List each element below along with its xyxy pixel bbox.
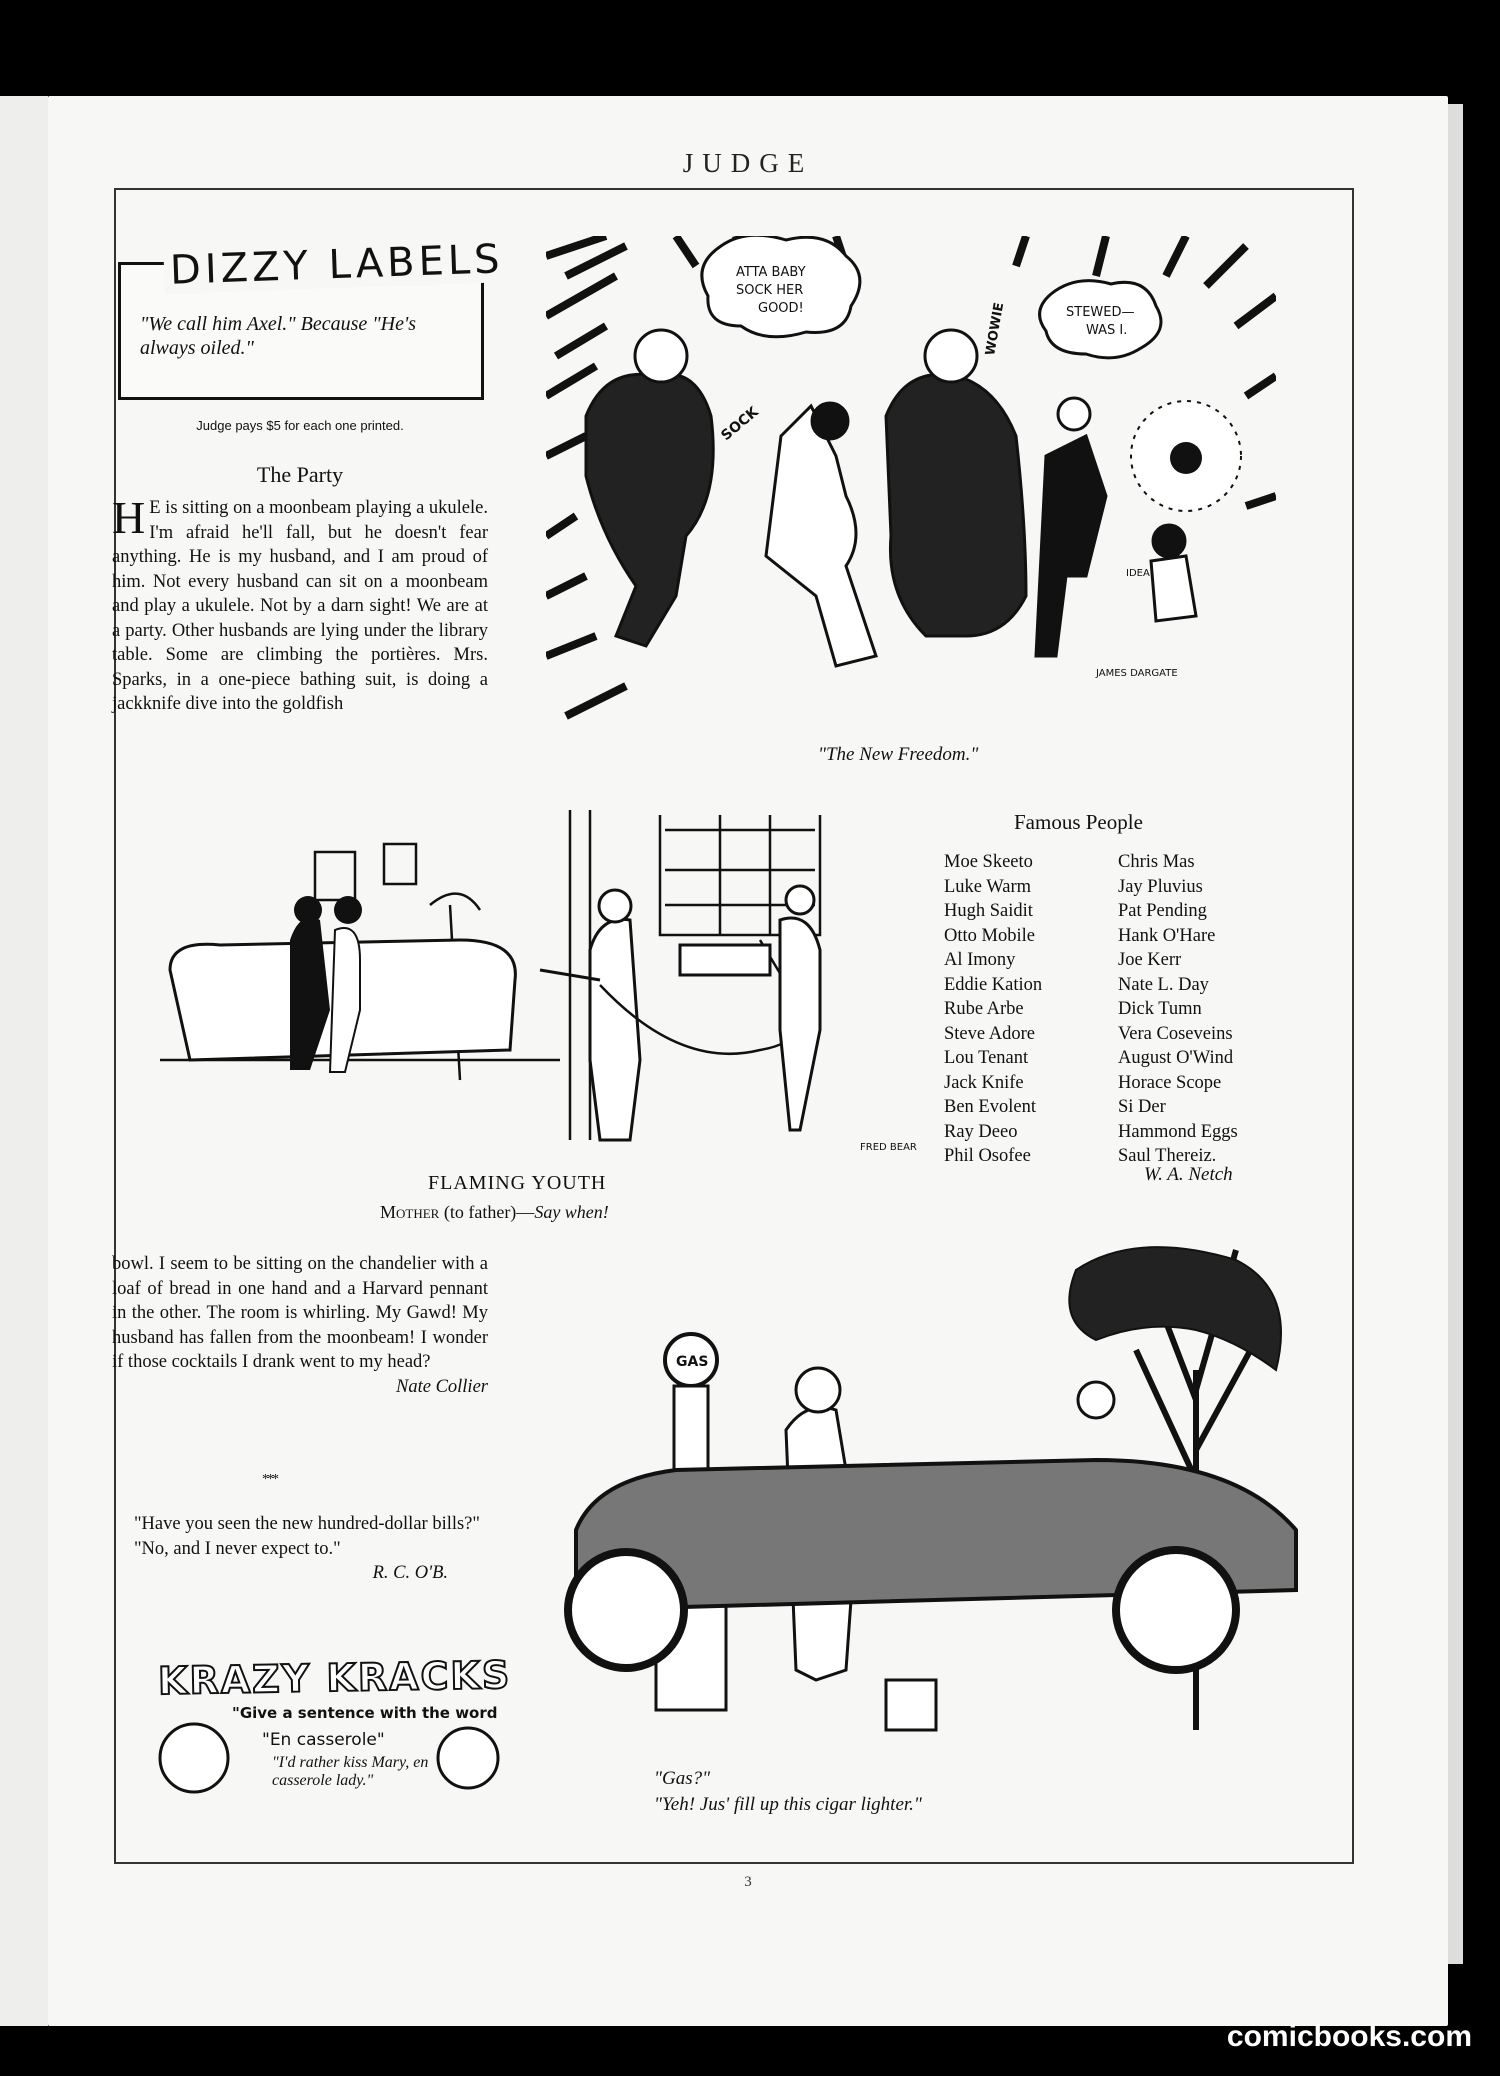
judge-pays-note: Judge pays $5 for each one printed. xyxy=(196,418,404,433)
famous-person-name: Dick Tumn xyxy=(1118,999,1202,1019)
party-title: The Party xyxy=(256,462,344,487)
party-author: Nate Collier xyxy=(396,1376,488,1397)
famous-person-name: Otto Mobile xyxy=(944,925,1035,946)
famous-person-name: Hammond Eggs xyxy=(1118,1121,1238,1142)
gas-caption-line-1: "Gas?" xyxy=(654,1768,711,1789)
previous-page-edge xyxy=(0,96,54,2026)
new-freedom-caption: "The New Freedom." xyxy=(818,744,979,765)
site-watermark: comicbooks.com xyxy=(1226,2020,1472,2053)
cartoon-figures xyxy=(586,330,1196,666)
idea-label: IDEA xyxy=(1126,568,1150,579)
famous-person-name: Joe Kerr xyxy=(1118,950,1182,970)
flaming-youth-caption xyxy=(380,1202,609,1223)
famous-person-name: Phil Osofee xyxy=(944,1146,1031,1166)
balloon-text-was-i: WAS I. xyxy=(1086,323,1128,338)
party-paragraph-2: bowl. I seem to be sitting on the chandelier with a loaf of bread in one hand and a Harvard pennant in the other. The room is whirling. My Gawd! My husband has fallen from the moonbeam! I wonder if those cocktails I drank went to my head? xyxy=(112,1254,488,1372)
famous-person-name: Chris Mas xyxy=(1118,852,1195,872)
joke-author: R. C. O'B. xyxy=(372,1563,448,1583)
new-freedom-cartoon xyxy=(546,236,1276,736)
famous-person-name: Jay Pluvius xyxy=(1118,876,1203,897)
balloon-text-sock-her: ATTA BABY xyxy=(736,265,806,280)
paint-bucket xyxy=(886,1680,936,1730)
krazy-kracks-title: KRAZY KRACKS xyxy=(157,1652,512,1704)
joke-line-1: "Have you seen the new hundred-dollar bills?" xyxy=(134,1514,480,1534)
gas-cartoon xyxy=(536,1230,1326,1760)
famous-people-title: Famous People xyxy=(1014,810,1143,834)
famous-person-name: Hank O'Hare xyxy=(1118,925,1216,946)
famous-person-name: Si Der xyxy=(1118,1097,1166,1117)
famous-person-name: Rube Arbe xyxy=(944,999,1024,1019)
page-number: 3 xyxy=(744,1874,752,1890)
sfx-wowie: WOWIE xyxy=(983,301,1008,357)
artist-signature: JAMES DARGATE xyxy=(1096,668,1178,679)
krazy-kracks-prompt: "Give a sentence with the word xyxy=(232,1704,498,1722)
krazy-kracks-word: "En casserole" xyxy=(262,1730,385,1750)
famous-person-name: Moe Skeeto xyxy=(944,852,1033,872)
sink-and-mother xyxy=(680,886,820,1130)
drop-cap: H xyxy=(112,492,146,543)
famous-person-name: Ben Evolent xyxy=(944,1097,1036,1117)
famous-person-name: Pat Pending xyxy=(1118,901,1207,921)
flaming-youth-speaker-note: (to father)— xyxy=(439,1202,535,1222)
joke-line-2: "No, and I never expect to." xyxy=(134,1538,341,1559)
dizzy-labels-title: DIZZY LABELS xyxy=(163,236,510,294)
famous-person-name: Lou Tenant xyxy=(944,1048,1029,1068)
dizzy-labels-quote: "We call him Axel." Because "He's always oiled." xyxy=(140,313,417,359)
flaming-youth-cartoon xyxy=(160,810,920,1170)
separator-stars: *** xyxy=(262,1472,277,1487)
balloon-text-stewed: STEWED— xyxy=(1066,305,1135,320)
hundred-dollar-joke xyxy=(112,1512,488,1586)
famous-person-name: Ray Deeo xyxy=(944,1121,1018,1142)
famous-people-column-1 xyxy=(944,850,1042,1169)
balloon-text-good: GOOD! xyxy=(758,301,804,316)
gas-caption xyxy=(654,1766,922,1818)
idea-cat-burst xyxy=(1131,401,1241,511)
masthead: JUDGE xyxy=(682,148,814,178)
famous-person-name: Horace Scope xyxy=(1118,1072,1222,1093)
party-text-part2 xyxy=(112,1252,488,1399)
flaming-youth-signature: FRED BEAR xyxy=(860,1142,917,1153)
famous-person-name: Saul Thereiz. xyxy=(1118,1146,1217,1166)
famous-people-author: W. A. Netch xyxy=(1144,1164,1233,1185)
famous-person-name: Hugh Saidit xyxy=(944,901,1033,921)
famous-person-name: Vera Coseveins xyxy=(1118,1023,1233,1044)
famous-person-name: Jack Knife xyxy=(944,1072,1024,1093)
famous-person-name: Luke Warm xyxy=(944,876,1032,897)
sfx-sock: SOCK xyxy=(718,404,762,445)
famous-person-name: Steve Adore xyxy=(944,1023,1035,1044)
gas-pump-label: GAS xyxy=(676,1354,709,1370)
balloon-text-sock-her-2: SOCK HER xyxy=(736,283,804,298)
famous-person-name: Nate L. Day xyxy=(1118,974,1209,995)
flaming-youth-speaker: Mother xyxy=(380,1202,440,1222)
flaming-youth-line: Say when! xyxy=(534,1202,609,1222)
party-text-part1 xyxy=(112,492,488,717)
famous-person-name: August O'Wind xyxy=(1118,1048,1234,1068)
father-with-hose xyxy=(540,890,800,1140)
gas-caption-line-2: "Yeh! Jus' fill up this cigar lighter." xyxy=(654,1794,922,1815)
famous-person-name: Al Imony xyxy=(944,950,1016,970)
flaming-youth-title: FLAMING YOUTH xyxy=(428,1172,607,1194)
famous-people-column-2 xyxy=(1118,850,1238,1169)
krazy-kracks-answer: "I'd rather kiss Mary, en casserole lady." xyxy=(272,1754,429,1789)
party-paragraph-1: E is sitting on a moonbeam playing a ukulele. I'm afraid he'll fall, but he doesn't fear anything. He is my husband, and I am proud of him. Not every husband can sit on a moonbeam and play a ukulele. Not by a darn sight! We are at a party. Other husbands are lying under the library table. Some are climbing the portières. Mrs. Sparks, in a one-piece bathing suit, is doing a jackknife dive into the goldfish xyxy=(112,498,488,714)
famous-person-name: Eddie Kation xyxy=(944,974,1043,995)
